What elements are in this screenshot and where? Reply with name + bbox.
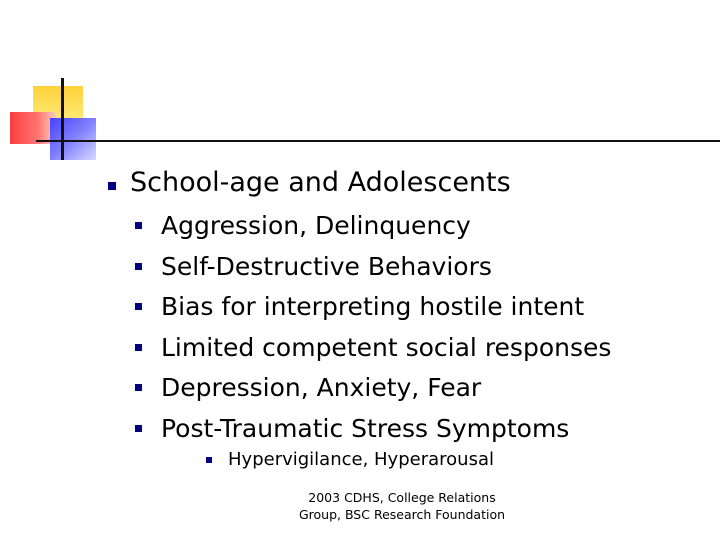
- square-bullet-icon: [135, 222, 142, 229]
- sub-bullet-text: Bias for interpreting hostile intent: [161, 292, 585, 322]
- sub-bullet-text: Depression, Anxiety, Fear: [161, 373, 482, 403]
- logo-blue-square: [50, 118, 96, 160]
- slide-footer: [262, 489, 542, 523]
- square-bullet-icon: [135, 344, 142, 351]
- sub-sub-bullet-text: Hypervigilance, Hyperarousal: [228, 449, 494, 470]
- footer-line-1: 2003 CDHS, College Relations: [308, 490, 496, 505]
- sub-bullet-text: Limited competent social responses: [161, 332, 612, 362]
- square-bullet-icon: [135, 303, 142, 310]
- title-divider-line: [36, 140, 720, 142]
- square-bullet-icon: [206, 457, 212, 463]
- sub-bullet-text: Post-Traumatic Stress Symptoms: [161, 413, 570, 443]
- square-bullet-icon: [108, 182, 116, 190]
- square-bullet-icon: [135, 384, 142, 391]
- sub-bullet-text: Aggression, Delinquency: [161, 211, 471, 240]
- footer-line-2: Group, BSC Research Foundation: [298, 507, 506, 522]
- square-bullet-icon: [135, 425, 142, 432]
- main-bullet-text: School-age and Adolescents: [130, 167, 511, 198]
- logo-vertical-line: [61, 78, 64, 160]
- square-bullet-icon: [135, 263, 142, 270]
- sub-bullet-text: Self-Destructive Behaviors: [161, 251, 492, 281]
